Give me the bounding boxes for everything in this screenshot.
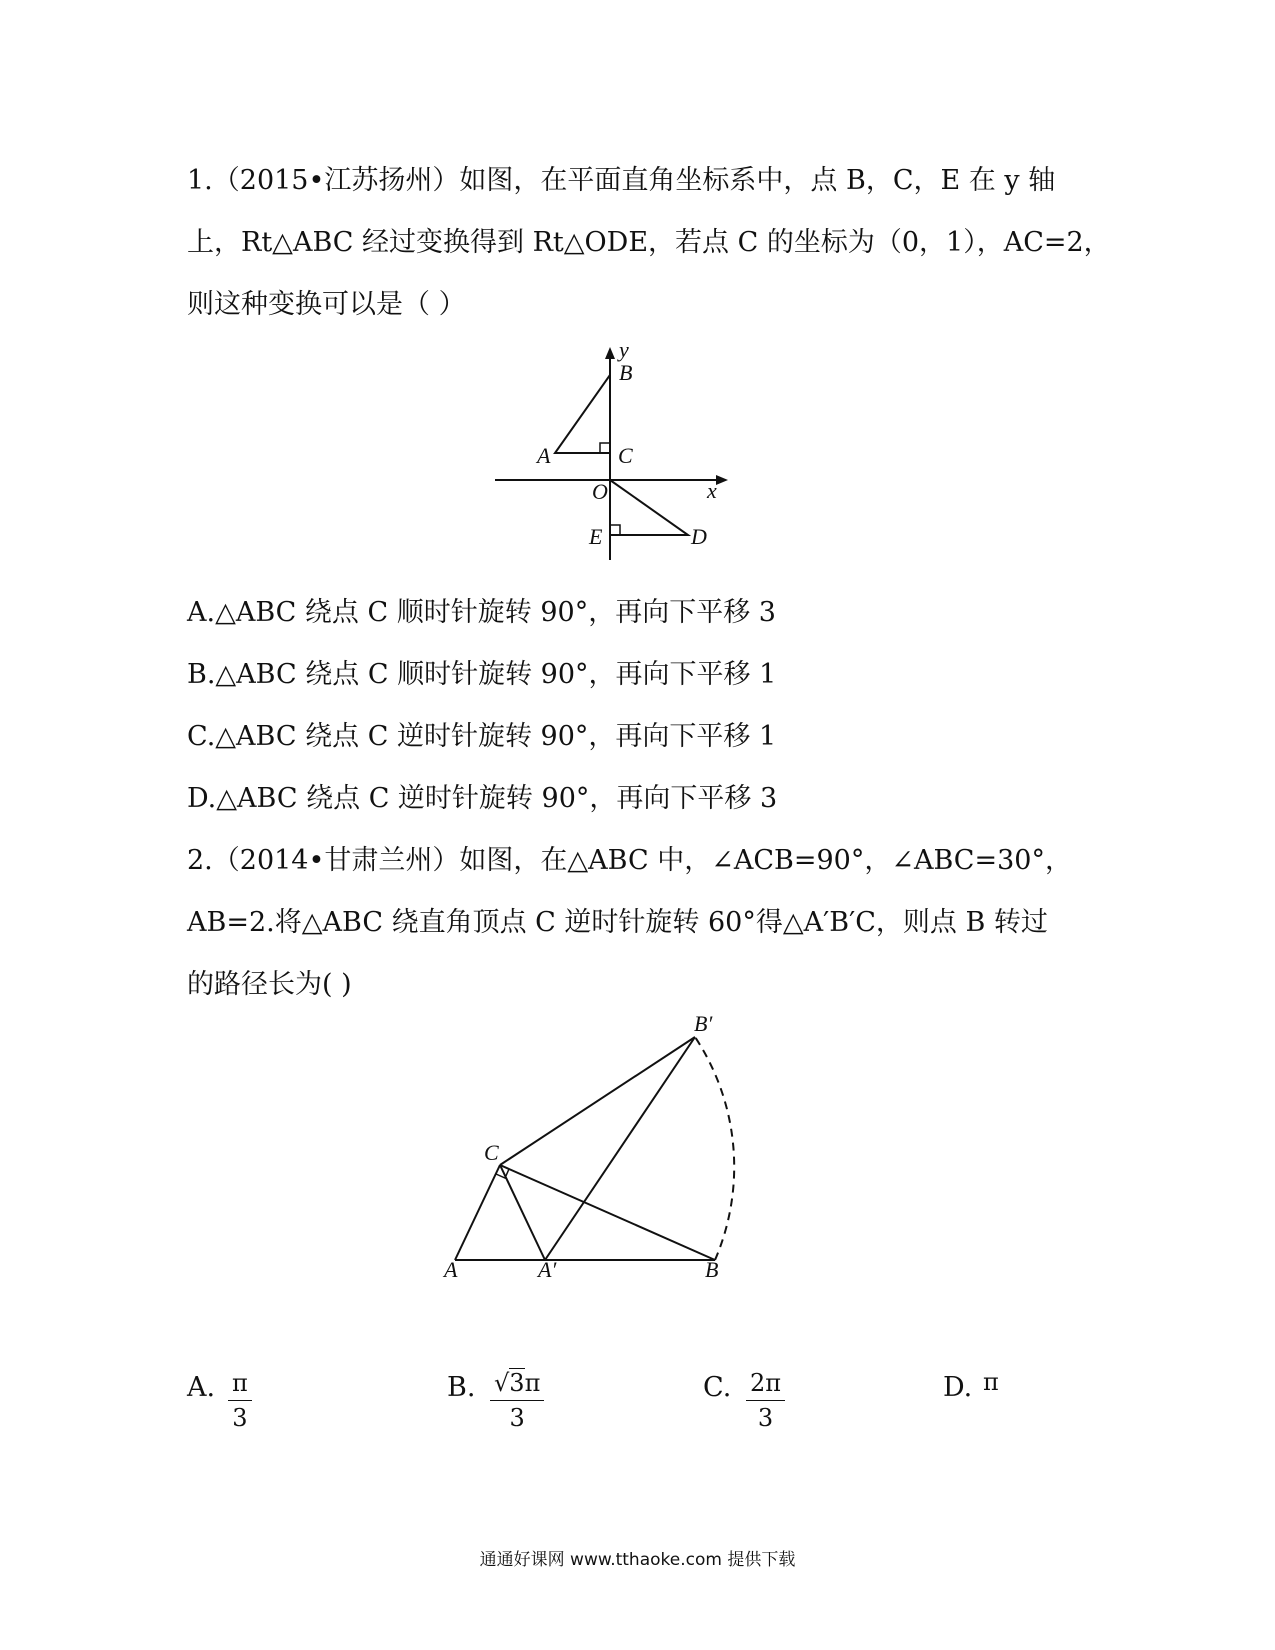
q2-option-c-letter: C. [703, 1372, 732, 1403]
q1-option-c: C.△ABC 绕点 C 逆时针旋转 90°，再向下平移 1 [187, 721, 777, 752]
q2-option-a-denominator: 3 [232, 1404, 248, 1432]
label-b: B [705, 1257, 719, 1282]
rotation-arc [695, 1037, 734, 1260]
segment-ac [455, 1165, 500, 1260]
label-a: A [444, 1257, 458, 1282]
right-angle-c [600, 443, 610, 453]
segment-ca-prime [500, 1165, 545, 1260]
q1-option-b: B.△ABC 绕点 C 顺时针旋转 90°，再向下平移 1 [187, 659, 777, 690]
label-a-prime: A′ [538, 1257, 557, 1282]
label-x: x [707, 478, 717, 503]
label-c: C [484, 1140, 499, 1165]
q2-option-a-fraction [228, 1368, 252, 1435]
y-axis-arrow [605, 347, 615, 359]
q2-option-b-pi: π [524, 1369, 541, 1397]
q2-option-b-denominator: 3 [509, 1404, 525, 1432]
q2-option-a-numerator: π [228, 1368, 252, 1401]
q1-figure [495, 337, 735, 570]
label-o: O [592, 479, 608, 504]
triangle-abc [555, 375, 610, 453]
x-axis-arrow [716, 475, 728, 485]
label-e: E [589, 524, 603, 549]
q2-line2: AB=2.将△ABC 绕直角顶点 C 逆时针旋转 60°得△A′B′C，则点 B 转过 [187, 907, 1048, 938]
q2-option-d-value: π [983, 1368, 999, 1396]
q1-option-d: D.△ABC 绕点 C 逆时针旋转 90°，再向下平移 3 [187, 783, 778, 814]
label-a: A [537, 443, 551, 468]
segment-cb-prime [500, 1037, 695, 1165]
q2-option-c-denominator: 3 [757, 1404, 774, 1432]
q2-figure [444, 1011, 790, 1300]
triangle-ode [610, 480, 688, 535]
q2-option-b-numerator [490, 1368, 544, 1401]
q2-line1: 2.（2014•甘肃兰州）如图，在△ABC 中，∠ACB=90°，∠ABC=30°， [187, 845, 1072, 876]
q1-option-a: A.△ABC 绕点 C 顺时针旋转 90°，再向下平移 3 [187, 597, 776, 628]
q2-option-b-letter: B. [447, 1372, 476, 1403]
sqrt-sign-icon: √ [494, 1369, 510, 1397]
footer-text: 通通好课网 www.tthaoke.com 提供下载 [479, 1550, 796, 1570]
q2-option-d-letter: D. [943, 1372, 973, 1403]
q2-option-a-letter: A. [187, 1372, 216, 1403]
q2-line3: 的路径长为( ) [187, 969, 352, 1000]
label-d: D [691, 524, 707, 549]
segment-cb [500, 1165, 715, 1260]
q2-option-b-radicand: 3 [509, 1369, 525, 1397]
label-b: B [619, 360, 633, 385]
q2-option-b-fraction [490, 1368, 544, 1435]
label-c: C [618, 443, 633, 468]
q1-line2: 上，Rt△ABC 经过变换得到 Rt△ODE，若点 C 的坐标为（0，1），AC=2， [187, 227, 1111, 258]
label-y: y [619, 337, 629, 362]
q2-option-c-fraction [746, 1368, 785, 1435]
label-b-prime: B′ [694, 1011, 713, 1036]
right-angle-e [610, 525, 620, 535]
segment-a-prime-b-prime [545, 1037, 695, 1260]
q1-line3: 则这种变换可以是（ ） [187, 289, 466, 320]
q1-line1: 1.（2015•江苏扬州）如图，在平面直角坐标系中，点 B，C，E 在 y 轴 [187, 165, 1056, 196]
q2-option-c-numerator: 2π [746, 1368, 785, 1401]
